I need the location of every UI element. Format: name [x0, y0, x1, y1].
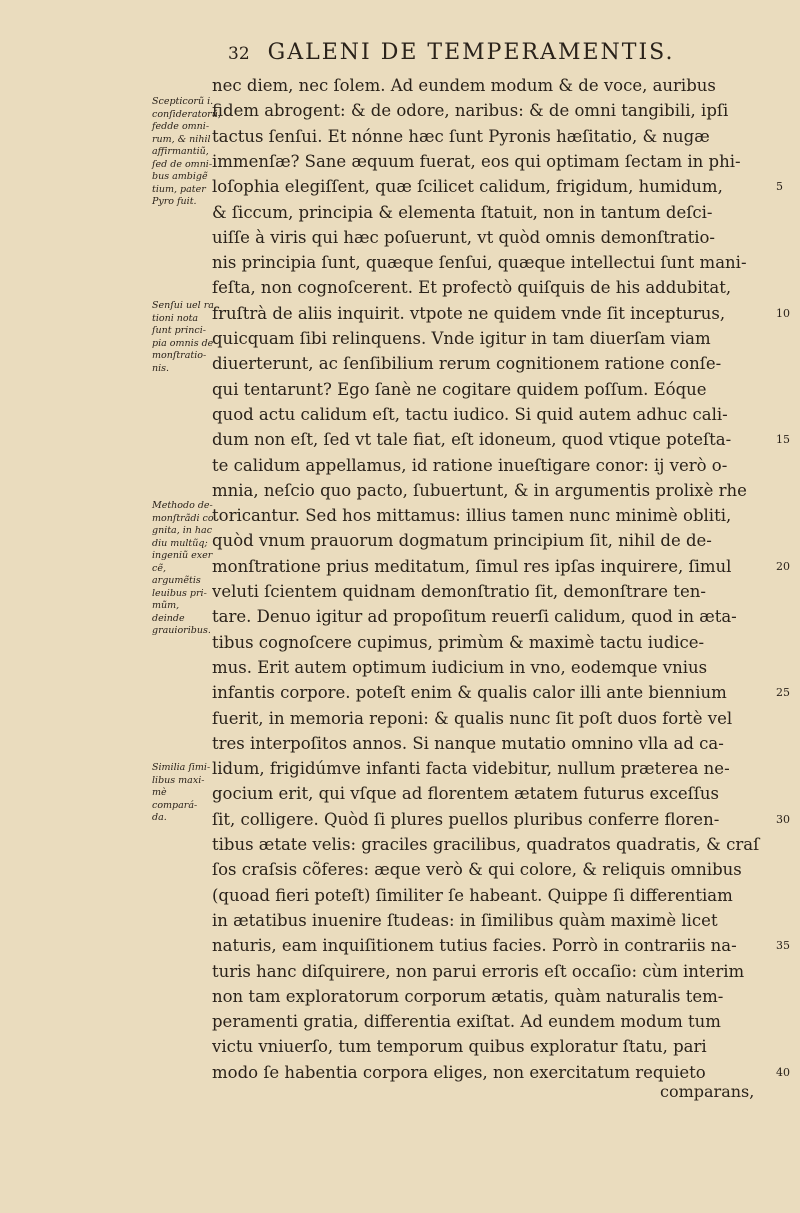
text-line: quod actu calidum eſt, tactu iudico. Si quid autem adhuc cali-	[212, 404, 728, 424]
text-line: tibus ætate velis: graciles gracilibus, quadratos quadratis, & craſ	[212, 835, 760, 854]
text-line: mnia, neſcio quo pacto, ſubuertunt, & in argumentis prolixè rhe	[212, 480, 747, 500]
text-line: naturis, eam inquiſitionem tutius facies. Porrò in contrariis na-	[212, 936, 737, 956]
text-line: dum non eſt, ſed vt tale fiat, eſt idoneum, quod vtique poteſta-	[212, 430, 732, 450]
text-line: veluti ſcientem quidnam demonſtratio ſit, demonſtrare ten-	[212, 582, 706, 601]
text-line: infantis corpore. poteſt enim & qualis calor illi ante biennium	[212, 683, 727, 703]
line-number: 20	[776, 559, 790, 573]
line-number: 40	[776, 1065, 790, 1079]
text-line: ſos craſsis cõferes: æque verò & qui colore, & reliquis omnibus	[212, 860, 742, 880]
line-number: 30	[776, 812, 790, 826]
text-line: quòd vnum prauorum dogmatum principium ſit, nihil de de-	[212, 531, 712, 551]
text-line: & ſiccum, principia & elementa ſtatuit, non in tantum deſci-	[212, 202, 713, 222]
text-line: peramenti gratia, differentia exiſtat. Ad eundem modum tum	[212, 1012, 721, 1032]
text-line: feſta, non cognoſcerent. Et profectò quiſquis de his addubitat,	[212, 278, 732, 298]
text-line: fidem abrogent: & de odore, naribus: & de omni tangibili, ipſi	[212, 101, 729, 121]
text-line: uiſſe à viris qui hæc poſuerunt, vt quòd omnis demonſtratio-	[212, 227, 716, 247]
line-number: 10	[776, 306, 790, 320]
text-line: quicquam ſibi relinquens. Vnde igitur in tam diuerſam viam	[212, 329, 711, 348]
line-number: 5	[776, 180, 783, 194]
text-line: mus. Erit autem optimum iudicium in vno, eodemque vnius	[212, 657, 708, 677]
text-line: monſtratione prius meditatum, ſimul res ipſas inquirere, ſimul	[212, 556, 732, 576]
margin-note-principles: Senſui uel ra tioni nota ſunt princi- pia omnis de monſtratio- nis.	[152, 300, 214, 374]
text-line: loſophia elegiſſent, quæ ſcilicet calidum, frigidum, humidum,	[212, 177, 723, 197]
running-title: GALENI DE TEMPERAMENTIS.	[267, 40, 675, 65]
catchword: comparans,	[660, 1082, 755, 1101]
text-line: toricantur. Sed hos mittamus: illius tamen nunc minimè obliti,	[212, 506, 732, 526]
text-line: victu vniuerſo, tum temporum quibus exploratur ſtatu, pari	[212, 1037, 707, 1057]
text-line: diuerterunt, ac ſenſibilium rerum cognitionem ratione conſe-	[212, 354, 722, 374]
text-line: non tam exploratorum corporum ætatis, quàm naturalis tem-	[212, 986, 724, 1006]
text-line: in ætatibus inuenire ſtudeas: in ſimilibus quàm maximè licet	[212, 910, 718, 930]
text-line: nis principia ſunt, quæque ſenſui, quæque intellectui ſunt mani-	[212, 253, 747, 273]
text-line: tare. Denuo igitur ad propoſitum reuerſi calidum, quod in æta-	[212, 607, 737, 627]
text-line: turis hanc diſquirere, non parui erroris eſt occaſio: cùm interim	[212, 961, 745, 981]
line-number: 15	[776, 433, 790, 447]
text-line: qui tentarunt? Ego ſanè ne cogitare quidem poſſum. Eóque	[212, 379, 707, 399]
text-line: gocium erit, qui vſque ad florentem ætatem futurus exceſſus	[212, 784, 719, 804]
margin-note-similia: Similia ſimi- libus maxi- mè compará- da.	[152, 762, 211, 823]
line-number: 25	[776, 686, 790, 700]
text-line: (quoad fieri poteſt) ſimiliter ſe habeant. Quippe ſi differentiam	[212, 885, 733, 905]
text-line: nec diem, nec ſolem. Ad eundem modum & de voce, auribus	[212, 76, 716, 95]
text-line: immenſæ? Sane æquum fuerat, eos qui optimam ſectam in phi-	[212, 151, 741, 171]
margin-note-sceptics: Scepticorũ i. conſideratorũ, fedde omni- rum, & nihil affirmantiũ, ſed de omni- bus ambigẽ tium, pater Pyro fuit.	[152, 96, 221, 207]
text-line: te calidum appellamus, id ratione inueſtigare conor: ij verò o-	[212, 455, 728, 475]
margin-note-method: Methodo de- monſtrãdi co gnita, in hac diu multũq; ingeniũ exer cẽ, argumẽtis leuibus pri- mũm, deinde grauioribus.	[152, 500, 214, 636]
text-line: tibus cognoſcere cupimus, primùm & maximè tactu iudice-	[212, 632, 705, 652]
text-line: ſit, colligere. Quòd ſi plures puellos pluribus conferre floren-	[212, 809, 720, 829]
text-line: tactus ſenſui. Et nónne hæc ſunt Pyronis hæſitatio, & nugæ	[212, 126, 710, 146]
text-line: fruſtrà de aliis inquirit. vtpote ne quidem vnde ſit incepturus,	[212, 303, 726, 323]
text-line: modo ſe habentia corpora eliges, non exercitatum requieto	[212, 1062, 706, 1082]
text-line: fuerit, in memoria reponi: & qualis nunc ſit poſt duos fortè vel	[212, 708, 733, 728]
text-line: lidum, frigidúmve infanti facta videbitur, nullum præterea ne-	[212, 759, 730, 779]
line-number: 35	[776, 939, 790, 953]
page-number: 32	[228, 44, 250, 64]
text-line: tres interpoſitos annos. Si nanque mutatio omnino vlla ad ca-	[212, 733, 724, 753]
